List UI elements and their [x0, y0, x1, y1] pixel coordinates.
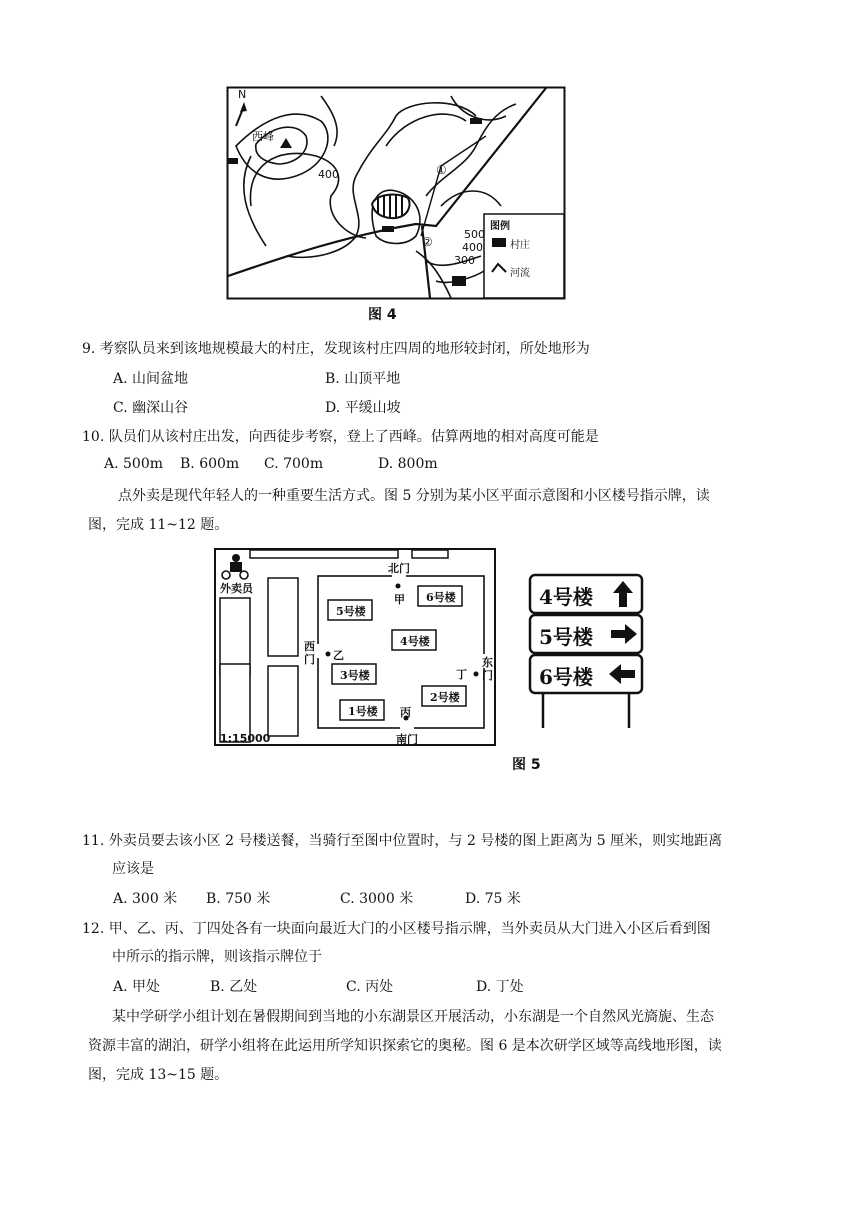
building-3-label: 3号楼: [340, 669, 370, 682]
intro-2-line-1: 某中学研学小组计划在暑假期间到当地的小东湖景区开展活动，小东湖是一个自然风光旖旎、生态: [112, 1009, 714, 1025]
q11-option-c: C. 3000 米: [340, 891, 414, 907]
sign-4-label: 4号楼: [539, 585, 593, 609]
q11-option-a: A. 300 米: [113, 891, 178, 907]
building-4-label: 4号楼: [400, 635, 430, 648]
q10-option-b: B. 600m: [180, 456, 240, 472]
intro-2-line-2: 资源丰富的湖泊，研学小组将在此运用所学知识探索它的奥秘。图 6 是本次研学区域等高线地形图，读: [88, 1038, 722, 1054]
point-2-label: ②: [422, 235, 433, 249]
building-5-label: 5号楼: [336, 605, 366, 618]
contour-label-500: 500: [464, 228, 485, 241]
contour-label-300: 300: [454, 254, 475, 267]
building-signpost: [527, 572, 645, 730]
point-ding-label: 丁: [456, 668, 467, 681]
building-2-label: 2号楼: [430, 691, 460, 704]
south-gate-label: 南门: [396, 733, 418, 746]
large-village-icon: [372, 195, 410, 219]
point-bing-label: 丙: [400, 706, 411, 719]
q12-option-d: D. 丁处: [476, 979, 524, 995]
q9-option-d: D. 平缓山坡: [325, 400, 401, 416]
q12-option-c: C. 丙处: [346, 979, 394, 995]
q10-option-d: D. 800m: [378, 456, 438, 472]
north-label: N: [238, 88, 247, 101]
figure-5-caption: 图 5: [512, 757, 541, 773]
q10-option-c: C. 700m: [264, 456, 324, 472]
legend-river-label: 河流: [510, 268, 530, 279]
q12-option-a: A. 甲处: [113, 979, 161, 995]
building-6-label: 6号楼: [426, 591, 456, 604]
north-gate-label: 北门: [388, 562, 410, 575]
q11-option-b: B. 750 米: [206, 891, 271, 907]
q11-option-d: D. 75 米: [465, 891, 521, 907]
legend-title: 图例: [490, 221, 510, 232]
question-10-stem: 10. 队员们从该村庄出发，向西徒步考察，登上了西峰。估算两地的相对高度可能是: [82, 429, 599, 445]
contour-label-400b: 400: [462, 241, 483, 254]
point-ding-dot: [474, 672, 479, 677]
sign-5-label: 5号楼: [539, 625, 593, 649]
figure-4: [226, 86, 566, 300]
q12-option-b: B. 乙处: [210, 979, 258, 995]
legend-village-label: 村庄: [510, 240, 530, 251]
intro-1-line-1: 点外卖是现代年轻人的一种重要生活方式。图 5 分别为某小区平面示意图和小区楼号指示牌，读: [118, 488, 710, 504]
question-11-stem-1: 11. 外卖员要去该小区 2 号楼送餐，当骑行至图中位置时，与 2 号楼的图上距离为 5 厘米，则实地距离: [82, 833, 723, 849]
point-jia-label: 甲: [394, 593, 405, 606]
intro-2-line-3: 图，完成 13~15 题。: [88, 1067, 229, 1083]
courier-label: 外卖员: [220, 582, 253, 595]
q10-option-a: A. 500m: [104, 456, 164, 472]
question-9-stem: 9. 考察队员来到该地规模最大的村庄，发现该村庄四周的地形较封闭，所处地形为: [82, 341, 590, 357]
question-12-stem-2: 中所示的指示牌，则该指示牌位于: [112, 949, 322, 965]
point-yi-label: 乙: [333, 649, 344, 662]
building-1-label: 1号楼: [348, 705, 378, 718]
scale-label: 1:15000: [220, 732, 271, 745]
q9-option-a: A. 山间盆地: [113, 371, 189, 387]
intro-1-line-2: 图，完成 11~12 题。: [88, 517, 229, 533]
question-11-stem-2: 应该是: [112, 861, 154, 877]
point-jia-dot: [396, 584, 401, 589]
question-12-stem-1: 12. 甲、乙、丙、丁四处各有一块面向最近大门的小区楼号指示牌，当外卖员从大门进入小区后看到图: [82, 921, 711, 937]
figure-4-caption: 图 4: [368, 307, 397, 323]
contour-label-400: 400: [318, 168, 339, 181]
point-yi-dot: [326, 652, 331, 657]
sign-6-label: 6号楼: [539, 665, 593, 689]
q9-option-b: B. 山顶平地: [325, 371, 401, 387]
peak-label: 西峰: [252, 130, 274, 143]
east-gate-label: 东门: [482, 656, 493, 682]
point-1-label: ①: [436, 163, 447, 177]
west-gate-label: 西门: [304, 640, 315, 666]
figure-5-plan: [214, 548, 496, 746]
q9-option-c: C. 幽深山谷: [113, 400, 189, 416]
